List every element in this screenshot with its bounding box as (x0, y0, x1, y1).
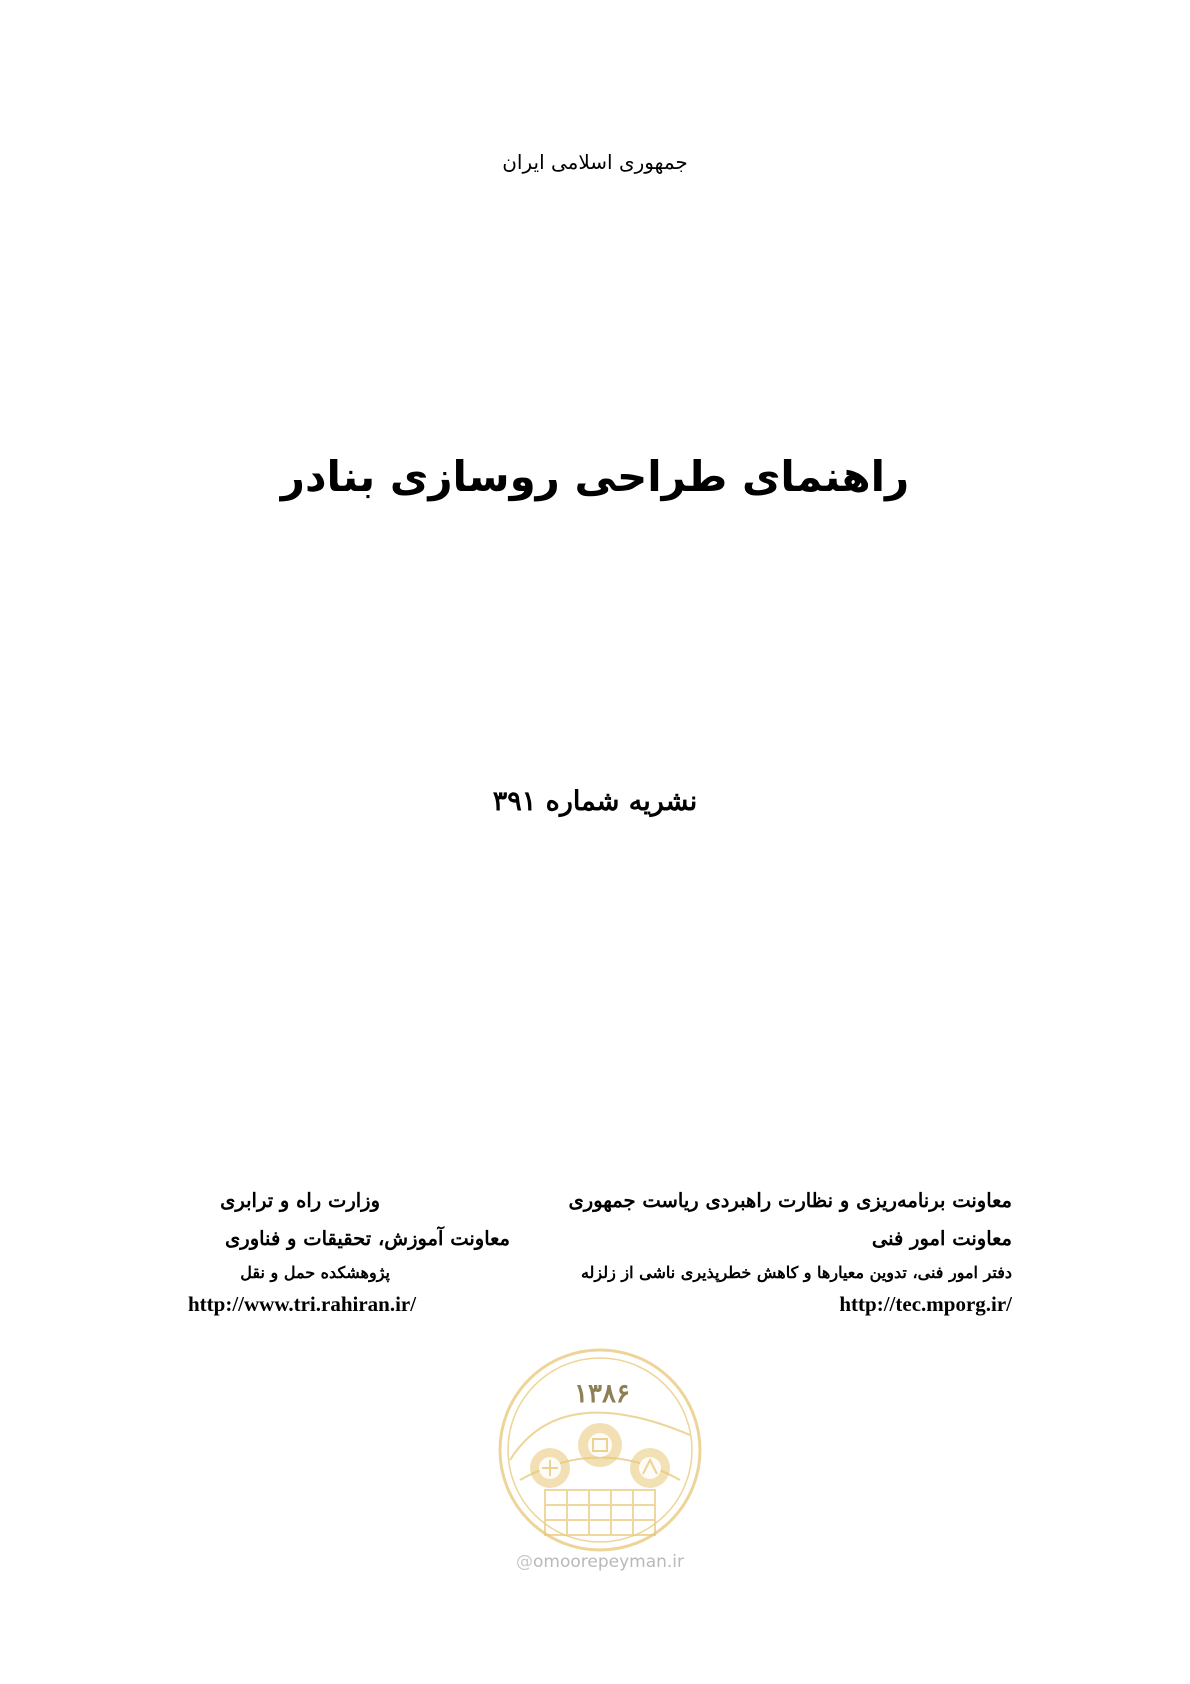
watermark-year: ۱۳۸۶ (574, 1379, 630, 1409)
publisher-left-line-1: وزارت راه و ترابری (220, 1189, 380, 1212)
publisher-left-line-2: معاونت آموزش، تحقیقات و فناوری (225, 1227, 510, 1250)
document-title: راهنمای طراحی روسازی بنادر (280, 452, 910, 501)
publisher-right-line-2: معاونت امور فنی (871, 1227, 1012, 1250)
at-sign-icon: @ (515, 1552, 533, 1572)
watermark-seal-icon (490, 1340, 710, 1560)
publisher-right-url-link[interactable]: http://tec.mporg.ir/ (839, 1292, 1012, 1316)
publisher-right-line-3: دفتر امور فنی، تدوین معیارها و کاهش خطرپذیری ناشی از زلزله (580, 1263, 1012, 1282)
watermark-url (500, 1552, 700, 1572)
publication-number: نشریه شماره ۳۹۱ (492, 786, 698, 817)
publisher-block-left (180, 1182, 510, 1320)
publisher-left-url-link[interactable]: http://www.tri.rahiran.ir/ (188, 1292, 417, 1316)
publisher-block-right (512, 1182, 1012, 1320)
country-header: جمهوری اسلامی ایران (502, 150, 688, 174)
publisher-right-line-1: معاونت برنامه‌ریزی و نظارت راهبردی ریاست جمهوری (568, 1189, 1012, 1212)
watermark-url-text: omoorepeyman.ir (532, 1552, 685, 1572)
publisher-left-line-3: پژوهشکده حمل و نقل (240, 1263, 390, 1282)
